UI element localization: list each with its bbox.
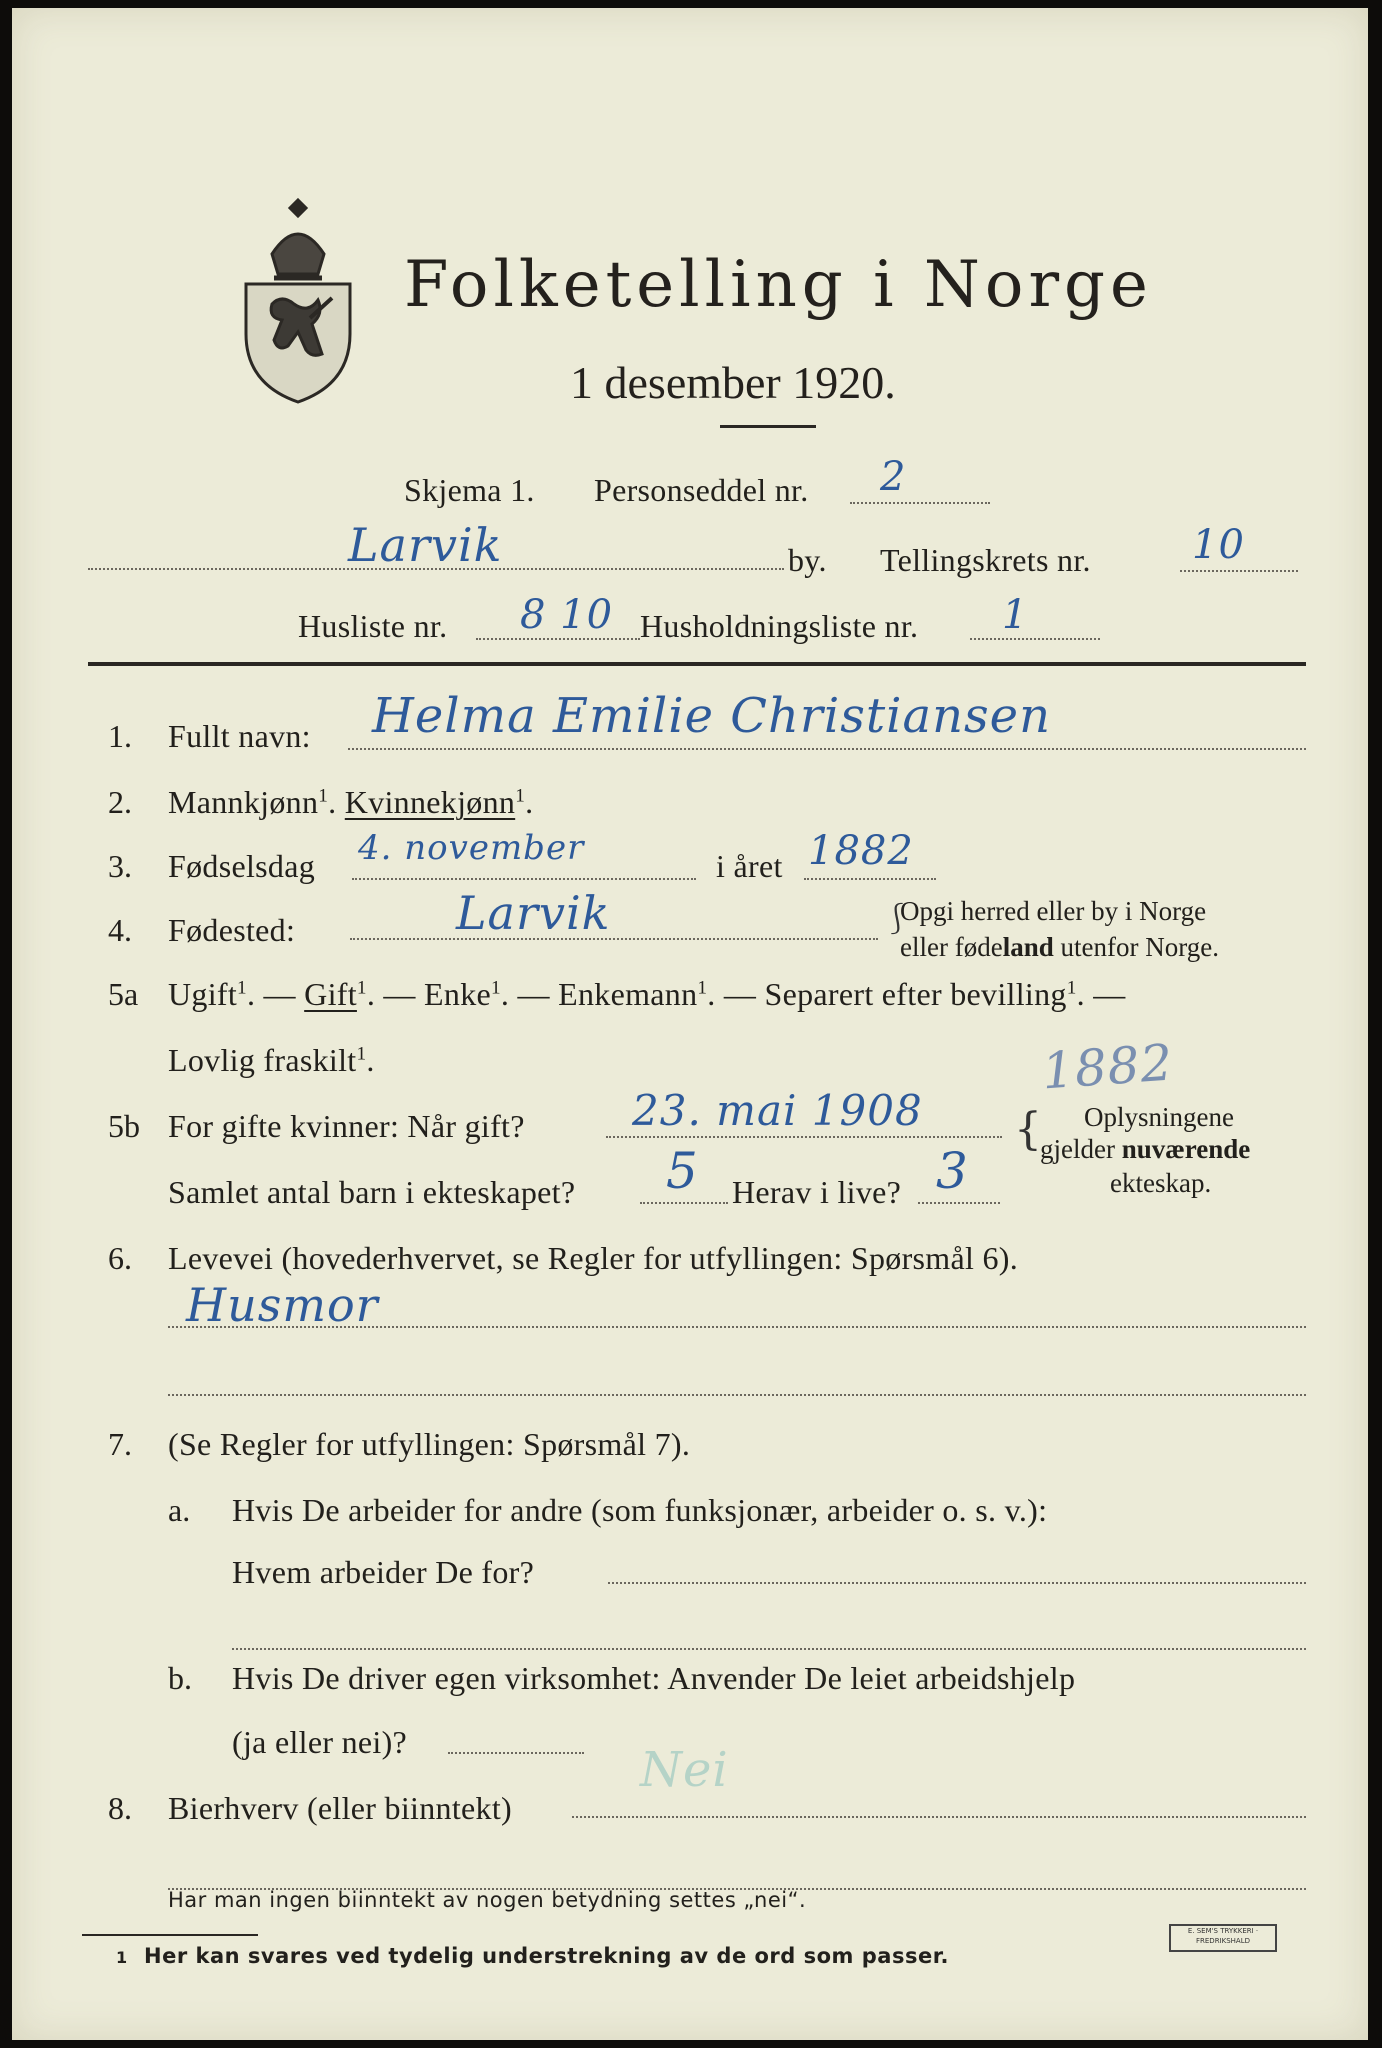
q5b-value: 23. mai 1908 <box>632 1086 923 1135</box>
census-form-page <box>12 8 1368 2040</box>
by-label: by. <box>788 542 827 578</box>
q6-line2 <box>168 1394 1306 1396</box>
q5a-options: Ugift$^1$. — Gift$^1$. — Enke$^1$. — Enkemann$^1$. — Separert efter bevilling$^1$. — <box>168 976 1126 1012</box>
q7a-line2 <box>232 1648 1306 1650</box>
title-divider <box>720 425 816 428</box>
q1-value: Helma Emilie Christiansen <box>372 688 1051 744</box>
q5b-barn-label: Samlet antal barn i ekteskapet? <box>168 1174 576 1210</box>
q5b-note-line1: Oplysningene <box>1084 1102 1234 1132</box>
q3-year-line <box>804 878 936 880</box>
q6-label: Levevei (hovederhvervet, se Regler for utfyllingen: Spørsmål 6). <box>168 1240 1019 1276</box>
q4-brace: ⎰ <box>882 902 912 937</box>
q7a-text: Hvis De arbeider for andre (som funksjonær, arbeider o. s. v.): <box>232 1492 1048 1528</box>
personseddel-line <box>850 502 990 504</box>
personseddel-label: Personseddel nr. <box>594 472 809 508</box>
coat-of-arms-icon <box>232 194 364 404</box>
personseddel-value: 2 <box>880 454 907 500</box>
city-value: Larvik <box>348 518 503 572</box>
q5b-brace: { <box>1014 1104 1042 1155</box>
q3-label: Fødselsdag <box>168 848 315 884</box>
q4-line <box>350 938 878 940</box>
q3-line <box>352 878 696 880</box>
q7-label: (Se Regler for utfyllingen: Spørsmål 7). <box>168 1426 691 1462</box>
q1-line <box>348 748 1306 750</box>
skjema-label: Skjema 1. <box>404 472 535 508</box>
form-title: Folketelling i Norge <box>404 248 1153 322</box>
biinntekt-note: Har man ingen biinntekt av nogen betydning settes „nei“. <box>168 1888 807 1912</box>
q5a-number: 5a <box>108 976 139 1012</box>
q8-value: Nei <box>640 1742 729 1798</box>
husliste-line <box>476 638 640 640</box>
q5b-number: 5b <box>108 1108 140 1144</box>
q3-value: 4. november <box>358 828 585 868</box>
tellingskrets-line <box>1180 570 1298 572</box>
q8-number: 8. <box>108 1790 132 1826</box>
q5b-note-line3: ekteskap. <box>1110 1168 1212 1198</box>
footnote-rule <box>82 1934 258 1936</box>
q4-value: Larvik <box>456 886 611 940</box>
footnote-number: 1 <box>116 1948 128 1967</box>
q5b-note-line2: gjelder nuværende <box>1040 1134 1251 1164</box>
q4-note-line2: eller fødeland utenfor Norge. <box>900 932 1219 962</box>
q5a-lovlig: Lovlig fraskilt$^1$. <box>168 1042 375 1078</box>
q7a-line1 <box>608 1582 1306 1584</box>
q7b-text: Hvis De driver egen virksomhet: Anvender De leiet arbeidshjelp <box>232 1660 1076 1696</box>
q3-year-value: 1882 <box>808 828 914 874</box>
husliste-value: 8 10 <box>520 592 614 638</box>
q7b-line <box>448 1752 584 1754</box>
footnote-text: Her kan svares ved tydelig understrekning av de ord som passer. <box>144 1944 950 1968</box>
q2-sex-options: Mannkjønn$^1$. Kvinnekjønn$^1$. <box>168 784 534 820</box>
q8-line1 <box>572 1816 1306 1818</box>
q5a-margin-note: 1882 <box>1040 1033 1176 1101</box>
q7a-sub: Hvem arbeider De for? <box>232 1554 535 1590</box>
husholdningsliste-line <box>970 638 1100 640</box>
tellingskrets-label: Tellingskrets nr. <box>880 542 1091 578</box>
q5b-barn-line <box>640 1202 728 1204</box>
q1-number: 1. <box>108 718 132 754</box>
q7-number: 7. <box>108 1426 132 1462</box>
q2-number: 2. <box>108 784 132 820</box>
form-date: 1 desember 1920. <box>570 357 896 408</box>
printer-mark: E. SEM'S TRYKKERI · FREDRIKSHALD <box>1169 1924 1277 1952</box>
tellingskrets-value: 10 <box>1192 522 1245 568</box>
q5b-ilive-value: 3 <box>936 1142 969 1200</box>
q7b-sub: (ja eller nei)? <box>232 1724 408 1760</box>
q4-label: Fødested: <box>168 912 296 948</box>
husliste-label: Husliste nr. <box>298 608 448 644</box>
q1-label: Fullt navn: <box>168 718 311 754</box>
q5b-ilive-line <box>918 1202 1000 1204</box>
q8-label: Bierhverv (eller biinntekt) <box>168 1790 512 1826</box>
q5b-label: For gifte kvinner: Når gift? <box>168 1108 525 1144</box>
q4-note-line1: Opgi herred eller by i Norge <box>900 896 1207 926</box>
q4-number: 4. <box>108 912 132 948</box>
q7b-letter: b. <box>168 1660 192 1696</box>
q3-year-label: i året <box>716 848 783 884</box>
q6-value: Husmor <box>186 1278 379 1332</box>
q5a-gift-selected: Gift <box>304 976 357 1012</box>
q2-mann: Mannkjønn <box>168 784 319 820</box>
q5b-line <box>606 1136 1002 1138</box>
q5b-ilive-label: Herav i live? <box>732 1174 902 1210</box>
q7a-letter: a. <box>168 1492 191 1528</box>
q2-kvinne: Kvinnekjønn <box>344 784 516 820</box>
header-rule <box>88 662 1306 666</box>
q6-number: 6. <box>108 1240 132 1276</box>
q5b-barn-value: 5 <box>666 1142 699 1200</box>
q3-number: 3. <box>108 848 132 884</box>
husholdningsliste-value: 1 <box>1002 592 1029 638</box>
husholdningsliste-label: Husholdningsliste nr. <box>640 608 919 644</box>
